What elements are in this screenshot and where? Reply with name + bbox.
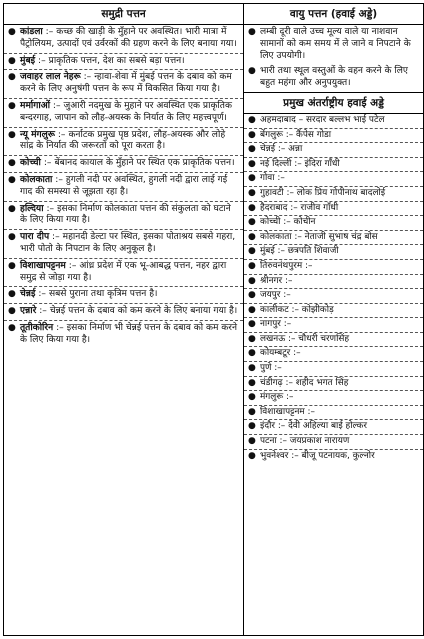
- bullet-icon: ●: [248, 114, 256, 125]
- sea-ports-header: समुद्री पत्तन: [4, 4, 243, 25]
- airport-text: नई दिल्ली :– इंदिरा गाँधी: [260, 158, 340, 169]
- port-name: तूतीकोरिन: [20, 322, 54, 333]
- port-name: एन्नारे: [20, 306, 37, 317]
- port-description: इसका निर्माण कोलकाता पत्तन की संकुलता को घटाने के लिए किया गया है।: [20, 203, 231, 226]
- port-description: इसका निर्माण भी चेन्नई पत्तन के दबाव को कम करने के लिए किया गया है।: [20, 322, 238, 345]
- airport-text: पुणे :–: [260, 363, 282, 374]
- airport-item: [244, 391, 423, 406]
- port-description: हुगली नदी पर अवस्थित, हुगली नदी द्वारा लाई गई गाद की समस्या से जूझता रहा है।: [20, 174, 228, 197]
- airport-text: कोयम्बटूर :–: [260, 348, 301, 359]
- air-point-text: लम्बी दूरी वाले उच्च मूल्य वाले या नाशवान सामानों को कम समय में ले जाने व निपटाने के लिए उपयोगी।: [260, 27, 411, 61]
- port-name: न्यू मंगलुरू: [20, 129, 55, 140]
- airport-text: अहमदाबाद – सरदार बल्लभ भाई पटेल: [260, 114, 385, 125]
- port-name: हल्दिया: [20, 203, 44, 214]
- bullet-icon: ●: [248, 421, 256, 432]
- airport-item: [244, 450, 423, 464]
- separator: :–: [52, 232, 60, 243]
- airport-text: गोवा :–: [260, 173, 285, 184]
- airport-item: [244, 158, 423, 173]
- document-page: [3, 3, 421, 636]
- port-description: बेंबानद कायाल के मुँहाने पर स्थित एक प्राकृतिक पत्तन।: [54, 158, 235, 169]
- airport-item: [244, 435, 423, 450]
- airport-item: [244, 377, 423, 392]
- bullet-icon: ●: [248, 275, 256, 286]
- airport-text: तिरुवनंथपुरम :–: [260, 260, 313, 271]
- airport-text: बेंगलुरू :– कैंपेस गोडा: [260, 129, 332, 140]
- port-item: [4, 259, 243, 288]
- bullet-icon: ●: [248, 450, 256, 461]
- port-name: मुंबई: [20, 55, 36, 66]
- airport-item: [244, 143, 423, 158]
- separator: :–: [52, 100, 61, 111]
- port-description: चेन्नई पत्तन के दबाव को कम करने के लिए बनाया गया है।: [49, 306, 238, 317]
- bullet-icon: ●: [248, 129, 256, 140]
- bullet-icon: ●: [248, 377, 256, 388]
- intl-airports-header: प्रमुख अंतर्राष्ट्रीय हवाई अड्डे: [244, 93, 423, 114]
- bullet-icon: ●: [8, 260, 16, 271]
- port-name: जवाहर लाल नेहरू: [20, 72, 81, 83]
- port-description: प्राकृतिक पत्तन, देश का सबसे बड़ा पत्तन।: [48, 55, 185, 66]
- bullet-icon: ●: [248, 260, 256, 271]
- sea-ports-column: [4, 4, 244, 636]
- airport-item: [244, 114, 423, 129]
- airport-item: [244, 406, 423, 421]
- port-item: [4, 70, 243, 99]
- port-name: चेन्नई: [20, 289, 36, 300]
- bullet-icon: ●: [248, 348, 256, 359]
- bullet-icon: ●: [248, 392, 256, 403]
- airport-item: [244, 172, 423, 187]
- port-item: [4, 173, 243, 202]
- port-item: [4, 202, 243, 231]
- port-item: [4, 54, 243, 71]
- airport-text: हैदराबाद :– राजीव गाँधी: [260, 202, 339, 213]
- bullet-icon: ●: [8, 322, 16, 333]
- bullet-icon: ●: [8, 306, 16, 317]
- port-description: महानदी डेल्टा पर स्थित, इसका पोताश्रय सबसे गहरा, भारी पोतो के निपटान के लिए अनुकूल है।: [20, 232, 236, 254]
- separator: :–: [83, 72, 92, 83]
- airport-text: गुहावटी :– लोक प्रिय गोपीनाथ बादलोई: [260, 187, 386, 198]
- port-description: सबसे पुराना तथा कृत्रिम पत्तन है।: [48, 289, 158, 300]
- airport-item: [244, 216, 423, 231]
- port-name: विशाखापट्टनम: [20, 260, 66, 271]
- airport-item: [244, 289, 423, 304]
- airport-item: [244, 318, 423, 333]
- airport-item: [244, 231, 423, 246]
- bullet-icon: ●: [8, 174, 16, 185]
- bullet-icon: ●: [8, 232, 16, 243]
- air-ports-box: [244, 4, 423, 93]
- port-name: मर्मागाओं: [20, 100, 51, 111]
- airport-item: [244, 362, 423, 377]
- separator: :–: [46, 203, 55, 214]
- air-point: [244, 25, 423, 64]
- separator: :–: [38, 55, 46, 66]
- air-point-text: भारी तथा स्थूल वस्तुओं के वहन करने के लिए बहुत महंगा और अनुपयुक्त।: [260, 66, 408, 89]
- separator: :–: [57, 129, 66, 140]
- port-item: [4, 156, 243, 173]
- airport-text: जयपुर :–: [260, 290, 291, 301]
- airport-item: [244, 260, 423, 275]
- bullet-icon: ●: [248, 144, 256, 155]
- airport-item: [244, 275, 423, 290]
- port-description: जुआरी नदमुख के मुहाने पर अवस्थित एक प्राकृतिक बन्दरगाह, जापान को लौह-अयस्क के निर्यात के लिए महत्त्वपूर्ण।: [20, 100, 232, 123]
- port-item: [4, 99, 243, 128]
- airport-text: मुंबई :– छत्रपति शिवाजी: [260, 246, 339, 257]
- bullet-icon: ●: [248, 406, 256, 417]
- bullet-icon: ●: [248, 436, 256, 447]
- bullet-icon: ●: [8, 27, 16, 37]
- bullet-icon: ●: [8, 129, 16, 140]
- separator: :–: [56, 322, 64, 333]
- airport-text: चेन्नई :– अन्ना: [260, 144, 303, 155]
- port-item: [4, 230, 243, 259]
- airport-item: [244, 333, 423, 348]
- bullet-icon: ●: [8, 158, 16, 169]
- separator: :–: [43, 158, 52, 169]
- port-item: [4, 321, 243, 349]
- airport-text: नागपुर :–: [260, 319, 292, 330]
- bullet-icon: ●: [248, 158, 256, 169]
- port-item: [4, 25, 243, 54]
- airport-item: [244, 202, 423, 217]
- port-description: न्हावा-शेवा में मुंबई पत्तन के दबाव को कम करने के लिए अनुषंगी पत्तन के रूप में विकसित किया गया है।: [20, 72, 232, 95]
- airport-text: चंडीगढ़ :– शहीद भगत सिंह: [260, 377, 349, 388]
- bullet-icon: ●: [8, 100, 16, 111]
- airport-text: भुवनेश्वर :– बीजू पटनायक, कुल्नोर: [260, 450, 375, 461]
- port-description: कर्नाटक प्रमुख पृष्ठ प्रदेश, लौह-अयस्क और लोहे सांद्र के निर्यात की जरूरतों को पूरा करता है।: [20, 129, 226, 152]
- bullet-icon: ●: [248, 187, 256, 198]
- airport-item: [244, 129, 423, 144]
- separator: :–: [45, 27, 54, 37]
- airport-text: मंगलुरू :–: [260, 392, 294, 403]
- separator: :–: [55, 174, 63, 185]
- port-description: कच्छ की खाड़ी के मुँहाने पर अवस्थित। भारी मात्रा में पैट्रोलियम, उत्पादों एवं उर्वरकों की ग्रहण करने के लिए बनाया गया।: [20, 27, 237, 49]
- port-description: आंध्र प्रदेश में एक भू-आबद्ध पत्तन, नहर द्वारा समुद्र से जोड़ा गया है।: [20, 260, 227, 283]
- bullet-icon: ●: [248, 231, 256, 242]
- port-item: [4, 128, 243, 157]
- air-ports-points: [244, 25, 423, 92]
- separator: :–: [38, 289, 46, 300]
- bullet-icon: ●: [248, 173, 256, 184]
- bullet-icon: ●: [8, 203, 16, 214]
- bullet-icon: ●: [248, 363, 256, 374]
- port-name: कोच्ची: [20, 158, 41, 169]
- bullet-icon: ●: [248, 290, 256, 301]
- separator: :–: [68, 260, 77, 271]
- air-ports-header: वायु पत्तन (हवाई अड्डे): [244, 4, 423, 25]
- airport-text: कोलकाता :– नेताजी सुभाष चंद्र बोस: [260, 231, 378, 242]
- airport-item: [244, 420, 423, 435]
- bullet-icon: ●: [248, 202, 256, 213]
- bullet-icon: ●: [248, 304, 256, 315]
- port-name: कोलकाता: [20, 174, 53, 185]
- ports-table: [3, 3, 424, 636]
- airport-item: [244, 304, 423, 319]
- sea-ports-list: [4, 25, 243, 349]
- airport-text: श्रीनगर :–: [260, 275, 293, 286]
- bullet-icon: ●: [248, 319, 256, 330]
- airport-text: पटना :– जयप्रकाश नारायण: [260, 436, 350, 447]
- bullet-icon: ●: [248, 66, 256, 77]
- port-name: पारा दीप: [20, 232, 50, 243]
- bullet-icon: ●: [248, 217, 256, 228]
- port-item: [4, 304, 243, 321]
- bullet-icon: ●: [248, 27, 256, 37]
- airport-item: [244, 245, 423, 260]
- bullet-icon: ●: [8, 289, 16, 300]
- airports-column: [244, 4, 424, 636]
- airport-text: लखनऊ :– चौधरी चरणसिंह: [260, 333, 350, 344]
- airport-text: कालीकट :– कोझीकोड़: [260, 304, 334, 315]
- bullet-icon: ●: [8, 55, 16, 66]
- bullet-icon: ●: [8, 72, 16, 83]
- bullet-icon: ●: [248, 333, 256, 344]
- airport-text: विशाखापट्टनम :–: [260, 406, 315, 417]
- port-item: [4, 287, 243, 304]
- intl-airports-list: [244, 114, 423, 463]
- airport-item: [244, 187, 423, 202]
- port-name: कांडला: [20, 27, 43, 37]
- airport-item: [244, 347, 423, 362]
- air-point: [244, 64, 423, 92]
- airport-text: इंदौर :– देवी अहिल्या बाई होल्कर: [260, 421, 367, 432]
- airport-text: कोच्ची :– कोचीन: [260, 217, 316, 228]
- bullet-icon: ●: [248, 246, 256, 257]
- separator: :–: [39, 306, 47, 317]
